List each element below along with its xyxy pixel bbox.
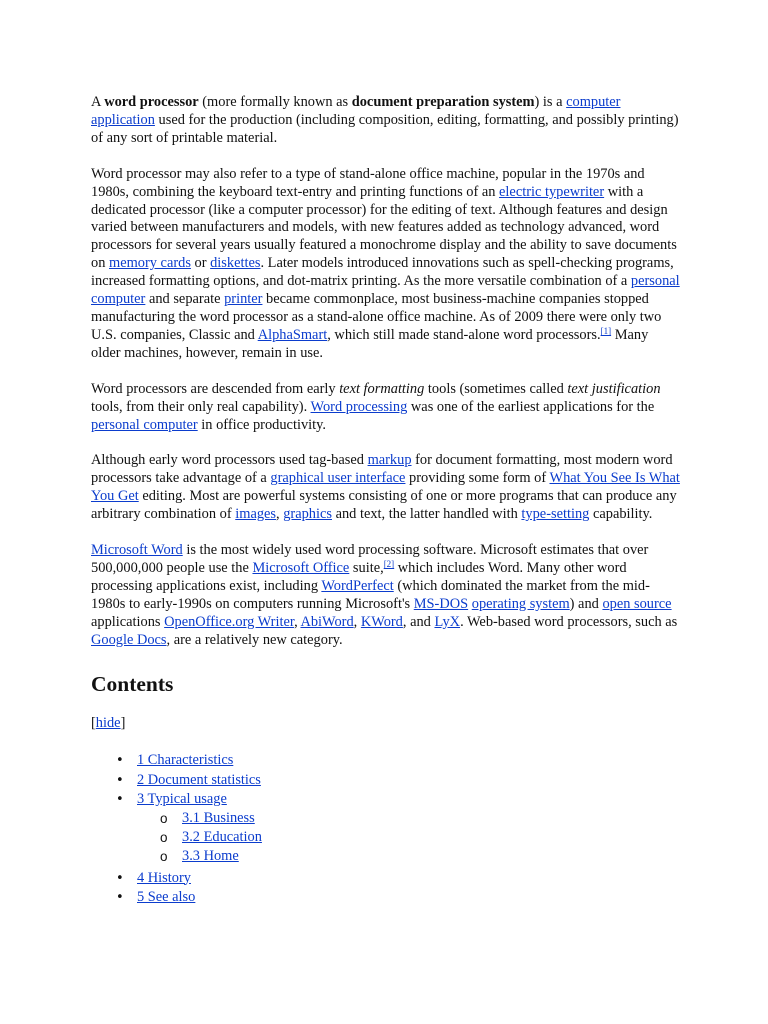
contents-toggle bbox=[91, 715, 681, 733]
link-wordperfect[interactable]: WordPerfect bbox=[321, 577, 394, 594]
text-run: suite, bbox=[349, 559, 384, 576]
link-graphics[interactable]: graphics bbox=[283, 506, 332, 523]
text-run: . Web-based word processors, such as bbox=[460, 613, 678, 630]
intro-paragraph-4 bbox=[91, 452, 681, 524]
text-run: , and bbox=[402, 613, 435, 630]
text-run: was one of the earliest applications for the bbox=[407, 398, 655, 415]
link-personal-computer[interactable]: personal computer bbox=[91, 416, 198, 433]
text-run: which includes Word. Many other word processing applications exist, including bbox=[91, 559, 627, 594]
toc-link-document-statistics[interactable]: 2 Document statistics bbox=[137, 771, 261, 788]
toc-sublist bbox=[137, 809, 681, 867]
link-alphasmart[interactable]: AlphaSmart bbox=[257, 326, 328, 343]
toc-item bbox=[91, 869, 681, 888]
bracket-close: ] bbox=[120, 715, 126, 732]
text-run: is the most widely used word processing software. Microsoft estimates that over 500,000,000 people use the bbox=[91, 542, 649, 576]
text-run: in office productivity. bbox=[197, 416, 326, 433]
text-run: tools (sometimes called bbox=[424, 380, 568, 397]
text-run: Word processor may also refer to a type of stand-alone office machine, popular in the 1970s and 1980s, combining the keyboard text-entry and printing functions of an bbox=[91, 165, 645, 200]
link-open-source[interactable]: open source bbox=[602, 595, 672, 612]
link-abiword[interactable]: AbiWord bbox=[300, 613, 354, 630]
link-computer-application[interactable]: computer application bbox=[91, 94, 621, 128]
toc-item bbox=[91, 771, 681, 790]
italic-term-text-formatting: text formatting bbox=[339, 380, 425, 397]
intro-paragraph-1 bbox=[91, 94, 681, 148]
link-wysiwyg[interactable]: What You See Is What You Get bbox=[91, 470, 680, 505]
link-type-setting[interactable]: type-setting bbox=[521, 506, 590, 523]
intro-paragraph-5 bbox=[91, 542, 681, 649]
text-run: Word processors are descended from early bbox=[91, 380, 340, 397]
text-run: or bbox=[190, 255, 211, 272]
text-run: providing some form of bbox=[405, 470, 550, 487]
toc-link-see-also[interactable]: 5 See also bbox=[137, 888, 196, 905]
link-lyx[interactable]: LyX bbox=[434, 613, 461, 630]
toc-link-characteristics[interactable]: 1 Characteristics bbox=[137, 752, 234, 769]
toc-subitem bbox=[137, 828, 681, 847]
contents-heading: Contents bbox=[91, 672, 174, 697]
text-run: Many older machines, however, remain in use. bbox=[91, 326, 649, 361]
text-run: and separate bbox=[145, 291, 225, 308]
text-run: A bbox=[91, 94, 105, 110]
text-run: editing. Most are powerful systems consisting of one or more programs that can produce any arbitrary combination of bbox=[91, 488, 677, 523]
toc-link-history[interactable]: 4 History bbox=[137, 869, 191, 886]
link-images[interactable]: images bbox=[235, 506, 277, 523]
text-run: ) is a bbox=[534, 94, 567, 110]
text-run: used for the production (including composition, editing, formatting, and possibly printing) of any sort of printable material. bbox=[91, 111, 679, 146]
text-run: . Later models introduced innovations such as spell-checking programs, increased formatting options, and dot-matrix printing. As the more versatile combination of a bbox=[91, 255, 674, 290]
text-run: , bbox=[294, 613, 301, 630]
link-electric-typewriter[interactable]: electric typewriter bbox=[499, 183, 605, 200]
toc-item bbox=[91, 790, 681, 867]
intro-paragraph-2 bbox=[91, 166, 681, 363]
text-run: , are a relatively new category. bbox=[166, 631, 343, 648]
text-run: , bbox=[353, 613, 361, 630]
link-kword[interactable]: KWord bbox=[360, 613, 403, 630]
link-markup[interactable]: markup bbox=[367, 452, 412, 469]
link-ms-dos[interactable]: MS-DOS bbox=[413, 595, 469, 612]
link-google-docs[interactable]: Google Docs bbox=[91, 631, 167, 648]
text-run: (more formally known as bbox=[198, 94, 352, 110]
toc-link-education[interactable]: 3.2 Education bbox=[182, 829, 262, 846]
toc-link-business[interactable]: 3.1 Business bbox=[182, 809, 255, 826]
link-microsoft-word[interactable]: Microsoft Word bbox=[91, 542, 183, 559]
link-personal-computer[interactable]: personal computer bbox=[91, 273, 680, 308]
link-diskettes[interactable]: diskettes bbox=[210, 255, 261, 272]
text-run: , bbox=[276, 506, 284, 523]
toc-link-typical-usage[interactable]: 3 Typical usage bbox=[137, 790, 227, 807]
link-operating-system[interactable]: operating system bbox=[471, 595, 570, 612]
bold-term-document-preparation-system: document preparation system bbox=[351, 94, 535, 110]
toc-subitem bbox=[137, 809, 681, 828]
hide-contents-link[interactable]: hide bbox=[95, 715, 121, 732]
table-of-contents bbox=[91, 751, 681, 907]
link-printer[interactable]: printer bbox=[224, 291, 263, 308]
toc-link-home[interactable]: 3.3 Home bbox=[182, 848, 239, 865]
intro-paragraph-3 bbox=[91, 381, 681, 435]
text-run: with a dedicated processor (like a computer processor) for the editing of text. Although features and design varied between manufacturers and models, with new features added as technology advanced, word processors for several years usually featured a monochrome display and the ability to save documents on bbox=[91, 183, 677, 272]
link-graphical-user-interface[interactable]: graphical user interface bbox=[270, 470, 406, 487]
text-run: applications bbox=[91, 613, 165, 630]
toc-subitem bbox=[137, 847, 681, 866]
bold-term-word-processor: word processor bbox=[104, 94, 199, 110]
bracket-open: [ bbox=[91, 715, 96, 732]
text-run: ) and bbox=[569, 595, 603, 612]
reference-link-1[interactable]: [1] bbox=[600, 325, 612, 336]
link-openoffice-writer[interactable]: OpenOffice.org Writer bbox=[164, 613, 295, 630]
text-run: and text, the latter handled with bbox=[332, 506, 522, 523]
text-run: tools, from their only real capability). bbox=[91, 398, 311, 415]
text-run: Although early word processors used tag-based bbox=[91, 452, 368, 469]
link-memory-cards[interactable]: memory cards bbox=[109, 255, 191, 272]
text-run: became commonplace, most business-machine companies stopped manufacturing the word processor as a stand-alone office machine. As of 2009 there were only two U.S. companies, Classic and bbox=[91, 291, 662, 343]
toc-item bbox=[91, 888, 681, 907]
reference-link-2[interactable]: [2] bbox=[383, 558, 395, 569]
article-body bbox=[91, 94, 681, 907]
text-run: for document formatting, most modern word processors take advantage of a bbox=[91, 452, 673, 487]
text-run: , which still made stand-alone word processors. bbox=[327, 326, 601, 343]
link-microsoft-office[interactable]: Microsoft Office bbox=[252, 559, 350, 576]
text-run: (which dominated the market from the mid-1980s to early-1990s on computers running Microsoft's bbox=[91, 577, 650, 612]
italic-term-text-justification: text justification bbox=[567, 380, 661, 397]
text-run: capability. bbox=[589, 506, 653, 523]
link-word-processing[interactable]: Word processing bbox=[310, 398, 408, 415]
toc-item bbox=[91, 751, 681, 770]
